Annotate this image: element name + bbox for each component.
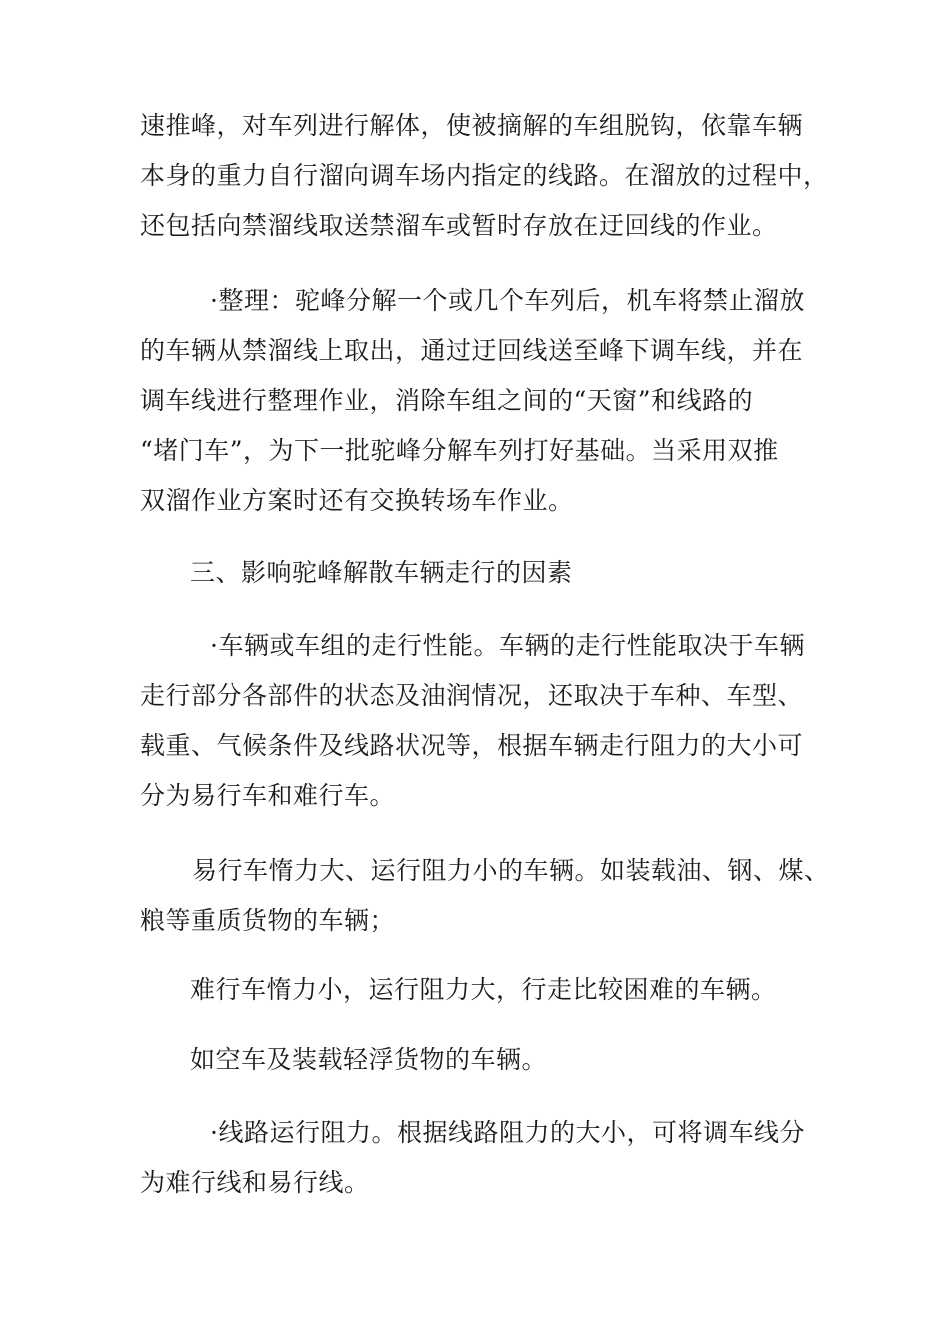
- text-line: 的车辆从禁溜线上取出，通过迂回线送至峰下调车线，并在: [140, 336, 804, 365]
- section-heading: 三、影响驼峰解散车辆走行的因素: [190, 558, 573, 587]
- text-line: “堵门车”，为下一批驼峰分解车列打好基础。当采用双推: [140, 436, 779, 465]
- text-line: 粮等重质货物的车辆；: [140, 906, 396, 935]
- text-line: 载重、气候条件及线路状况等，根据车辆走行阻力的大小可: [140, 731, 804, 760]
- text-line: ·线路运行阻力。根据线路阻力的大小，可将调车线分: [210, 1118, 805, 1147]
- text-line: ·整理：驼峰分解一个或几个车列后，机车将禁止溜放: [210, 286, 805, 315]
- text-line: 调车线进行整理作业，消除车组之间的“天窗”和线路的: [140, 386, 754, 415]
- text-line: 难行车惰力小，运行阻力大，行走比较困难的车辆。: [190, 975, 777, 1004]
- text-line: 速推峰，对车列进行解体，使被摘解的车组脱钩，依靠车辆: [140, 111, 804, 140]
- text-line: 走行部分各部件的状态及油润情况，还取决于车种、车型、: [140, 681, 804, 710]
- text-line: 分为易行车和难行车。: [140, 781, 396, 810]
- text-line: ·车辆或车组的走行性能。车辆的走行性能取决于车辆: [210, 631, 805, 660]
- text-line: 双溜作业方案时还有交换转场车作业。: [140, 486, 574, 515]
- text-line: 如空车及装载轻浮货物的车辆。: [190, 1045, 548, 1074]
- text-line: 还包括向禁溜线取送禁溜车或暂时存放在迂回线的作业。: [140, 211, 778, 240]
- text-line: 易行车惰力大、运行阻力小的车辆。如装载油、钢、煤、: [192, 856, 830, 885]
- text-line: 本身的重力自行溜向调车场内指定的线路。在溜放的过程中，: [140, 161, 829, 190]
- text-line: 为难行线和易行线。: [140, 1168, 370, 1197]
